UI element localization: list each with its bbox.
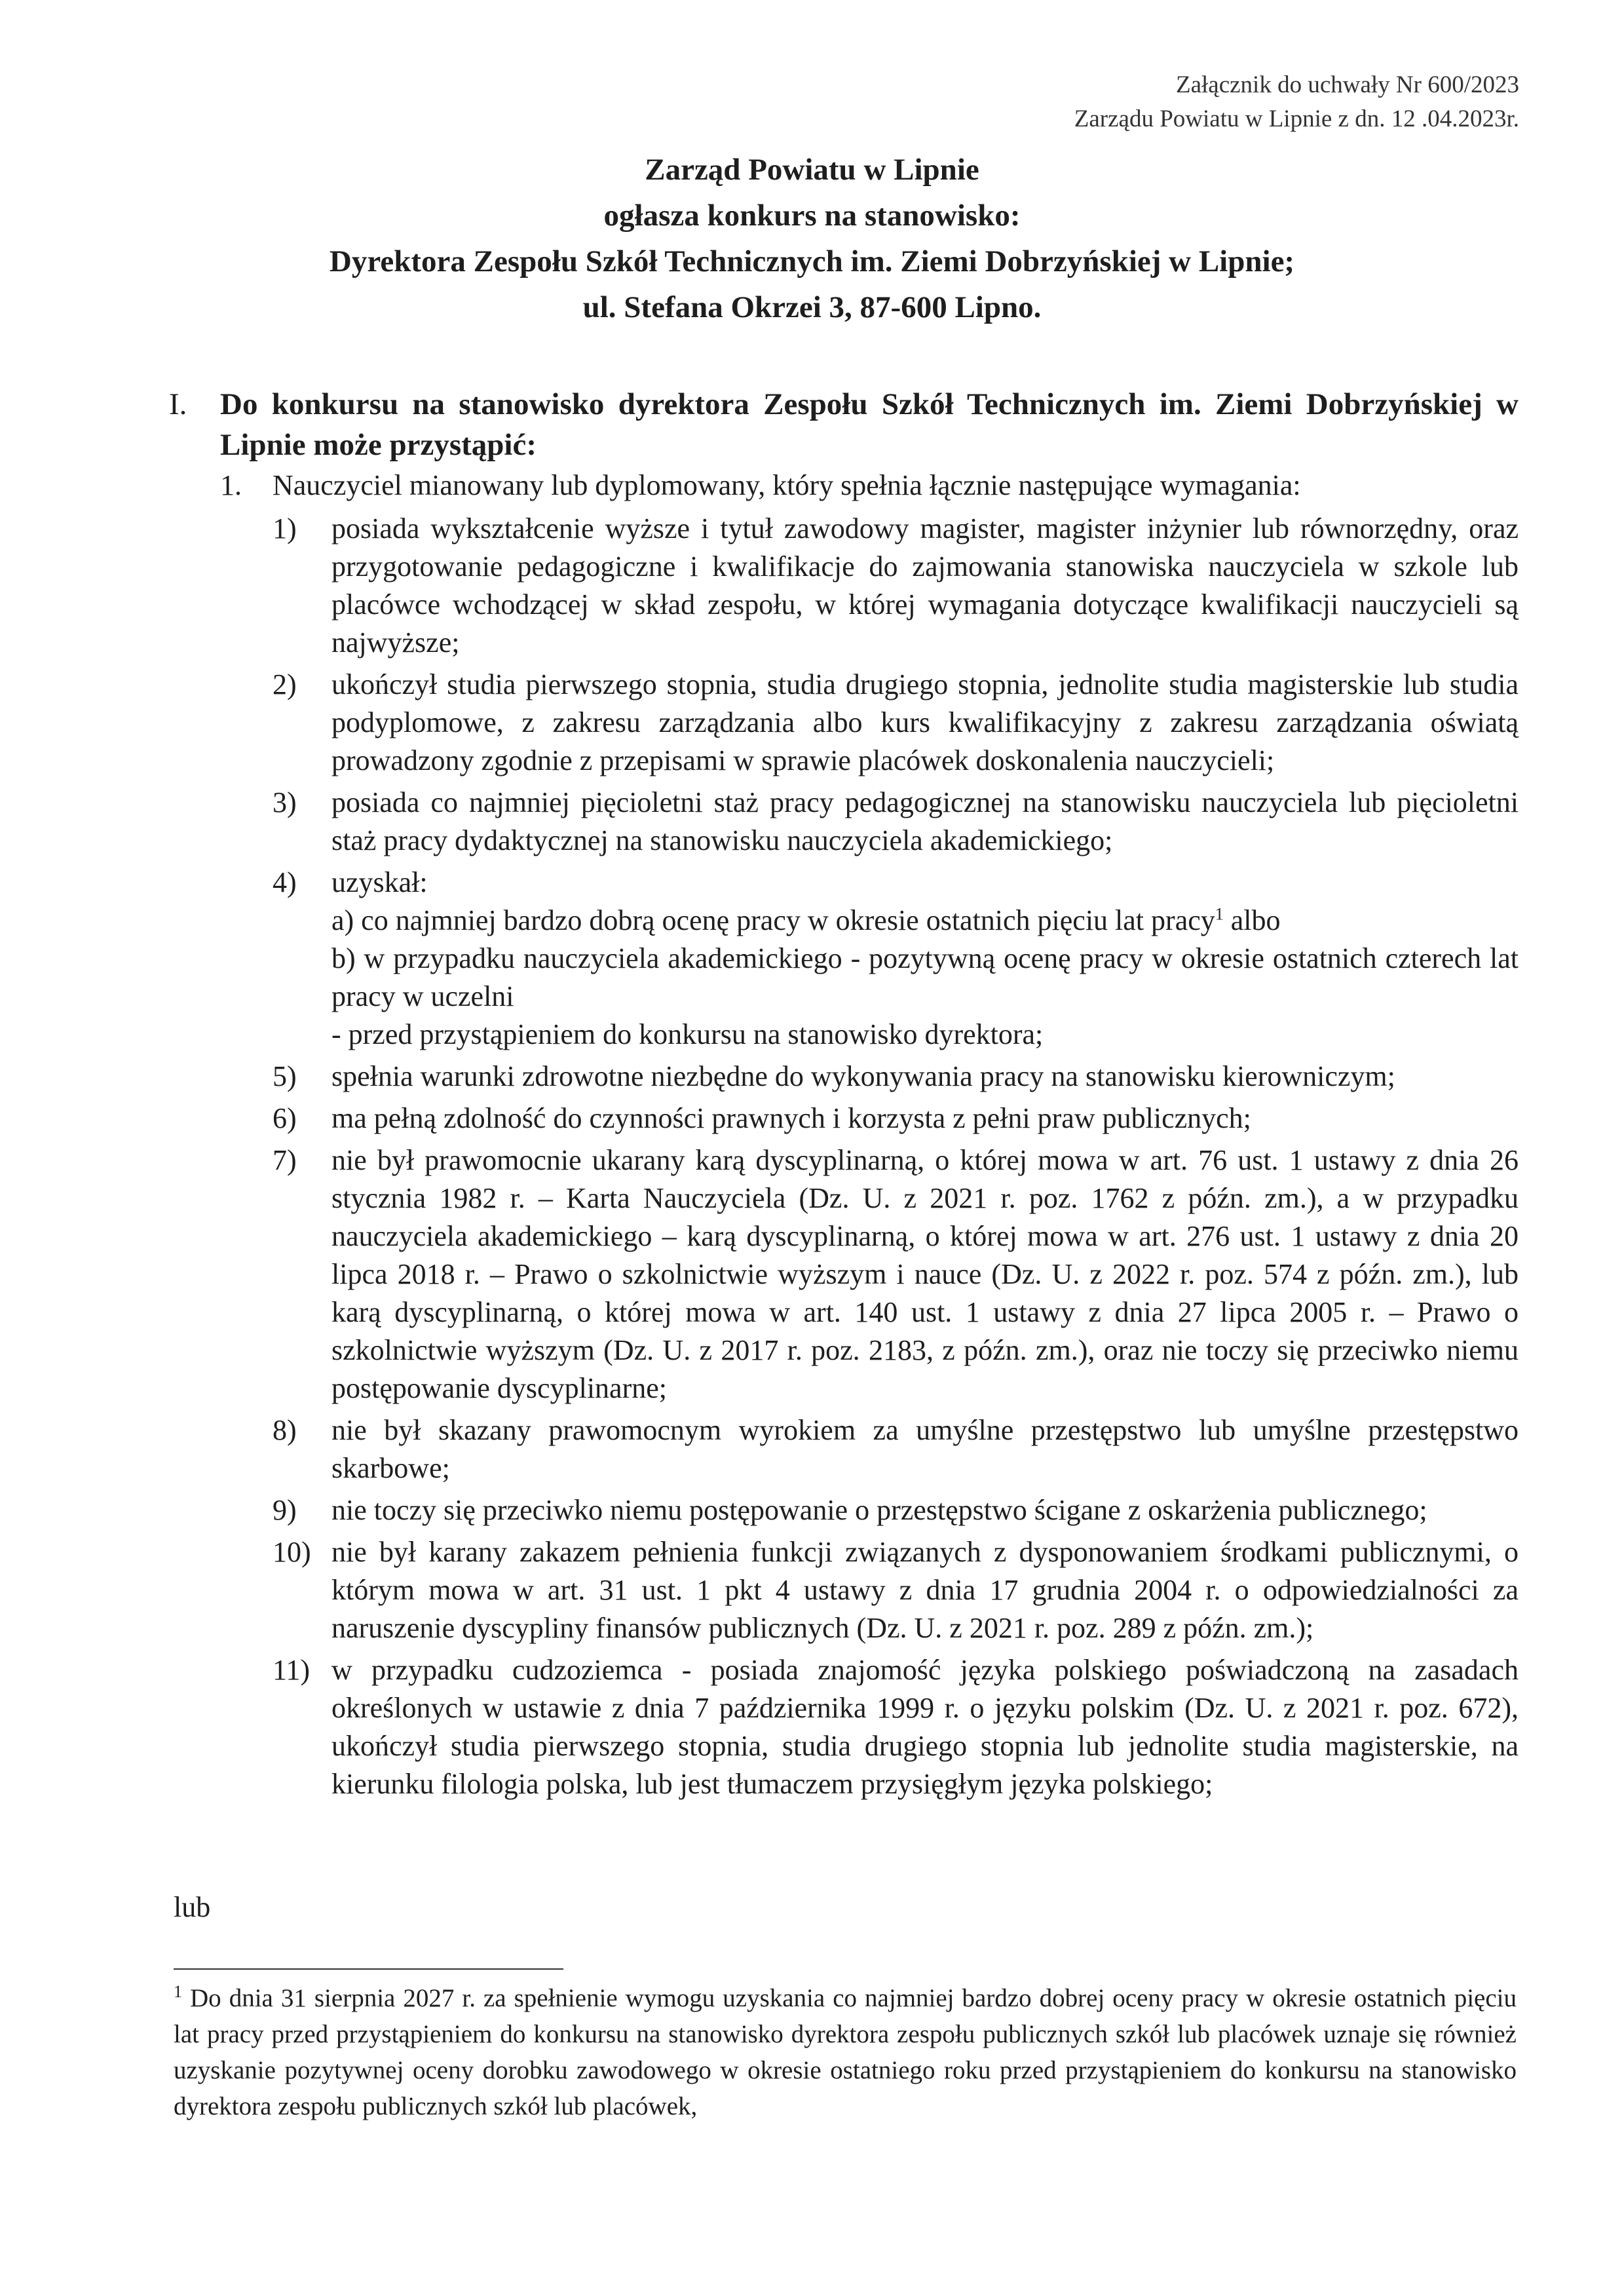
list-item: [273, 1058, 1519, 1096]
list-item: [273, 864, 1519, 1054]
sub-a-tail: albo: [1223, 904, 1281, 936]
item-number: 7): [273, 1144, 297, 1176]
footnote-reference[interactable]: 1: [1215, 904, 1224, 924]
item-text: uzyskał:: [331, 866, 428, 898]
annex-reference: [930, 68, 1519, 136]
item-number: 11): [273, 1654, 311, 1686]
item-4-sub-c: - przed przystąpieniem do konkursu na stanowisko dyrektora;: [331, 1018, 1044, 1050]
footnote-text: Do dnia 31 sierpnia 2027 r. za spełnienie wymogu uzyskania co najmniej bardzo dobrej oceny pracy w okresie ostatnich pięciu lat pracy przed przystąpieniem do konkursu na stanowisko dyrektora zespołu publicznych szkół lub placówek uznaje się również uzyskanie pozytywnej oceny dorobku zawodowego w okresie ostatniego roku przed przystąpieniem do konkursu na stanowisko dyrektora zespołu publicznych szkół lub placówek,: [174, 1984, 1517, 2120]
item-text: nie był prawomocnie ukarany karą dyscyplinarną, o której mowa w art. 76 ust. 1 ustawy z dnia 26 stycznia 1982 r. – Karta Nauczyciela (Dz. U. z 2021 r. poz. 1762 z późn. zm.), a w przypadku nauczyciela akademickiego – karą dyscyplinarną, o której mowa w art. 276 ust. 1 ustawy z dnia 20 lipca 2018 r. – Prawo o szkolnictwie wyższym i nauce (Dz. U. z 2022 r. poz. 574 z późn. zm.), lub karą dyscyplinarną, o której mowa w art. 140 ust. 1 ustawy z dnia 27 lipca 2005 r. – Prawo o szkolnictwie wyższym (Dz. U. z 2017 r. poz. 2183, z późn. zm.), oraz nie toczy się przeciwko niemu postępowanie dyscyplinarne;: [331, 1144, 1519, 1404]
point-1: [220, 467, 1519, 505]
list-item: [273, 1533, 1519, 1647]
footnote-mark: 1: [174, 1982, 182, 2001]
list-item: [273, 510, 1519, 662]
item-text: nie był karany zakazem pełnienia funkcji związanych z dysponowaniem środkami publicznymi, o którym mowa w art. 31 ust. 1 pkt 4 ustawy z dnia 17 grudnia 2004 r. o odpowiedzialności za naruszenie dyscypliny finansów publicznych (Dz. U. z 2021 r. poz. 289 z późn. zm.);: [331, 1536, 1519, 1644]
annex-line-2: Zarządu Powiatu w Lipnie z dn. 12 .04.2023r.: [1074, 105, 1519, 132]
list-item: [273, 1651, 1519, 1803]
footnote-separator: [174, 1968, 563, 1970]
item-number: 5): [273, 1060, 297, 1092]
section-heading: [169, 384, 1519, 465]
item-text: nie był skazany prawomocnym wyrokiem za umyślne przestępstwo lub umyślne przestępstwo skarbowe;: [331, 1414, 1519, 1484]
heading-line-3: Dyrektora Zespołu Szkół Technicznych im. Ziemi Dobrzyńskiej w Lipnie;: [329, 244, 1295, 278]
section-number: I.: [169, 387, 187, 421]
heading-line-1: Zarząd Powiatu w Lipnie: [645, 153, 979, 187]
section-i: [169, 384, 1519, 1807]
footnote: [174, 1980, 1517, 2124]
lub-connector: lub: [174, 1891, 211, 1923]
item-text: w przypadku cudzoziemca - posiada znajomość języka polskiego poświadczoną na zasadach określonych w ustawie z dnia 7 października 1999 r. o języku polskim (Dz. U. z 2021 r. poz. 672), ukończył studia pierwszego stopnia, studia drugiego stopnia lub jednolite studia magisterskie, na kierunku filologia polska, lub jest tłumaczem przysięgłym języka polskiego;: [331, 1654, 1519, 1800]
item-number: 2): [273, 668, 297, 700]
item-text: nie toczy się przeciwko niemu postępowanie o przestępstwo ścigane z oskarżenia publicznego;: [331, 1494, 1427, 1526]
list-item: [273, 1141, 1519, 1407]
item-number: 4): [273, 866, 297, 898]
annex-line-1: Załącznik do uchwały Nr 600/2023: [1175, 71, 1519, 98]
heading-line-4: ul. Stefana Okrzei 3, 87-600 Lipno.: [582, 290, 1042, 324]
sub-a-text: a) co najmniej bardzo dobrą ocenę pracy w okresie ostatnich pięciu lat pracy: [331, 904, 1215, 936]
item-number: 6): [273, 1102, 297, 1134]
item-4-sub-b: b) w przypadku nauczyciela akademickiego - pozytywną ocenę pracy w okresie ostatnich czterech lat pracy w uczelni: [331, 942, 1519, 1012]
item-text: posiada wykształcenie wyższe i tytuł zawodowy magister, magister inżynier lub równorzędny, oraz przygotowanie pedagogiczne i kwalifikacje do zajmowania stanowiska nauczyciela w szkole lub placówce wchodzącej w skład zespołu, w której wymagania dotyczące kwalifikacji nauczycieli są najwyższe;: [331, 512, 1519, 659]
item-number: 8): [273, 1414, 297, 1446]
list-item: [273, 1411, 1519, 1487]
list-item: [273, 1491, 1519, 1529]
item-body: [331, 864, 1519, 1054]
item-text: ma pełną zdolność do czynności prawnych i korzysta z pełni praw publicznych;: [331, 1102, 1251, 1134]
item-4-sub-a: [331, 902, 1519, 940]
point-number: 1.: [220, 469, 242, 501]
item-number: 3): [273, 786, 297, 818]
requirements-list: [273, 510, 1519, 1803]
item-number: 1): [273, 512, 297, 545]
item-text: ukończył studia pierwszego stopnia, studia drugiego stopnia, jednolite studia magisterskie lub studia podyplomowe, z zakresu zarządzania albo kurs kwalifikacyjny z zakresu zarządzania oświatą prowadzony zgodnie z przepisami w sprawie placówek doskonalenia nauczycieli;: [331, 668, 1519, 776]
item-number: 10): [273, 1536, 311, 1568]
item-text: posiada co najmniej pięcioletni staż pracy pedagogicznej na stanowisku nauczyciela lub pięcioletni staż pracy dydaktycznej na stanowisku nauczyciela akademickiego;: [331, 786, 1519, 856]
list-item: [273, 784, 1519, 860]
document-heading: [0, 147, 1624, 330]
item-number: 9): [273, 1494, 297, 1526]
section-title: Do konkursu na stanowisko dyrektora Zespołu Szkół Technicznych im. Ziemi Dobrzyńskiej w Lipnie może przystąpić:: [220, 387, 1519, 462]
list-item: [273, 666, 1519, 780]
item-text: spełnia warunki zdrowotne niezbędne do wykonywania pracy na stanowisku kierowniczym;: [331, 1060, 1395, 1092]
heading-line-2: ogłasza konkurs na stanowisko:: [603, 199, 1021, 233]
point-text: Nauczyciel mianowany lub dyplomowany, który spełnia łącznie następujące wymagania:: [273, 469, 1301, 501]
list-item: [273, 1100, 1519, 1138]
